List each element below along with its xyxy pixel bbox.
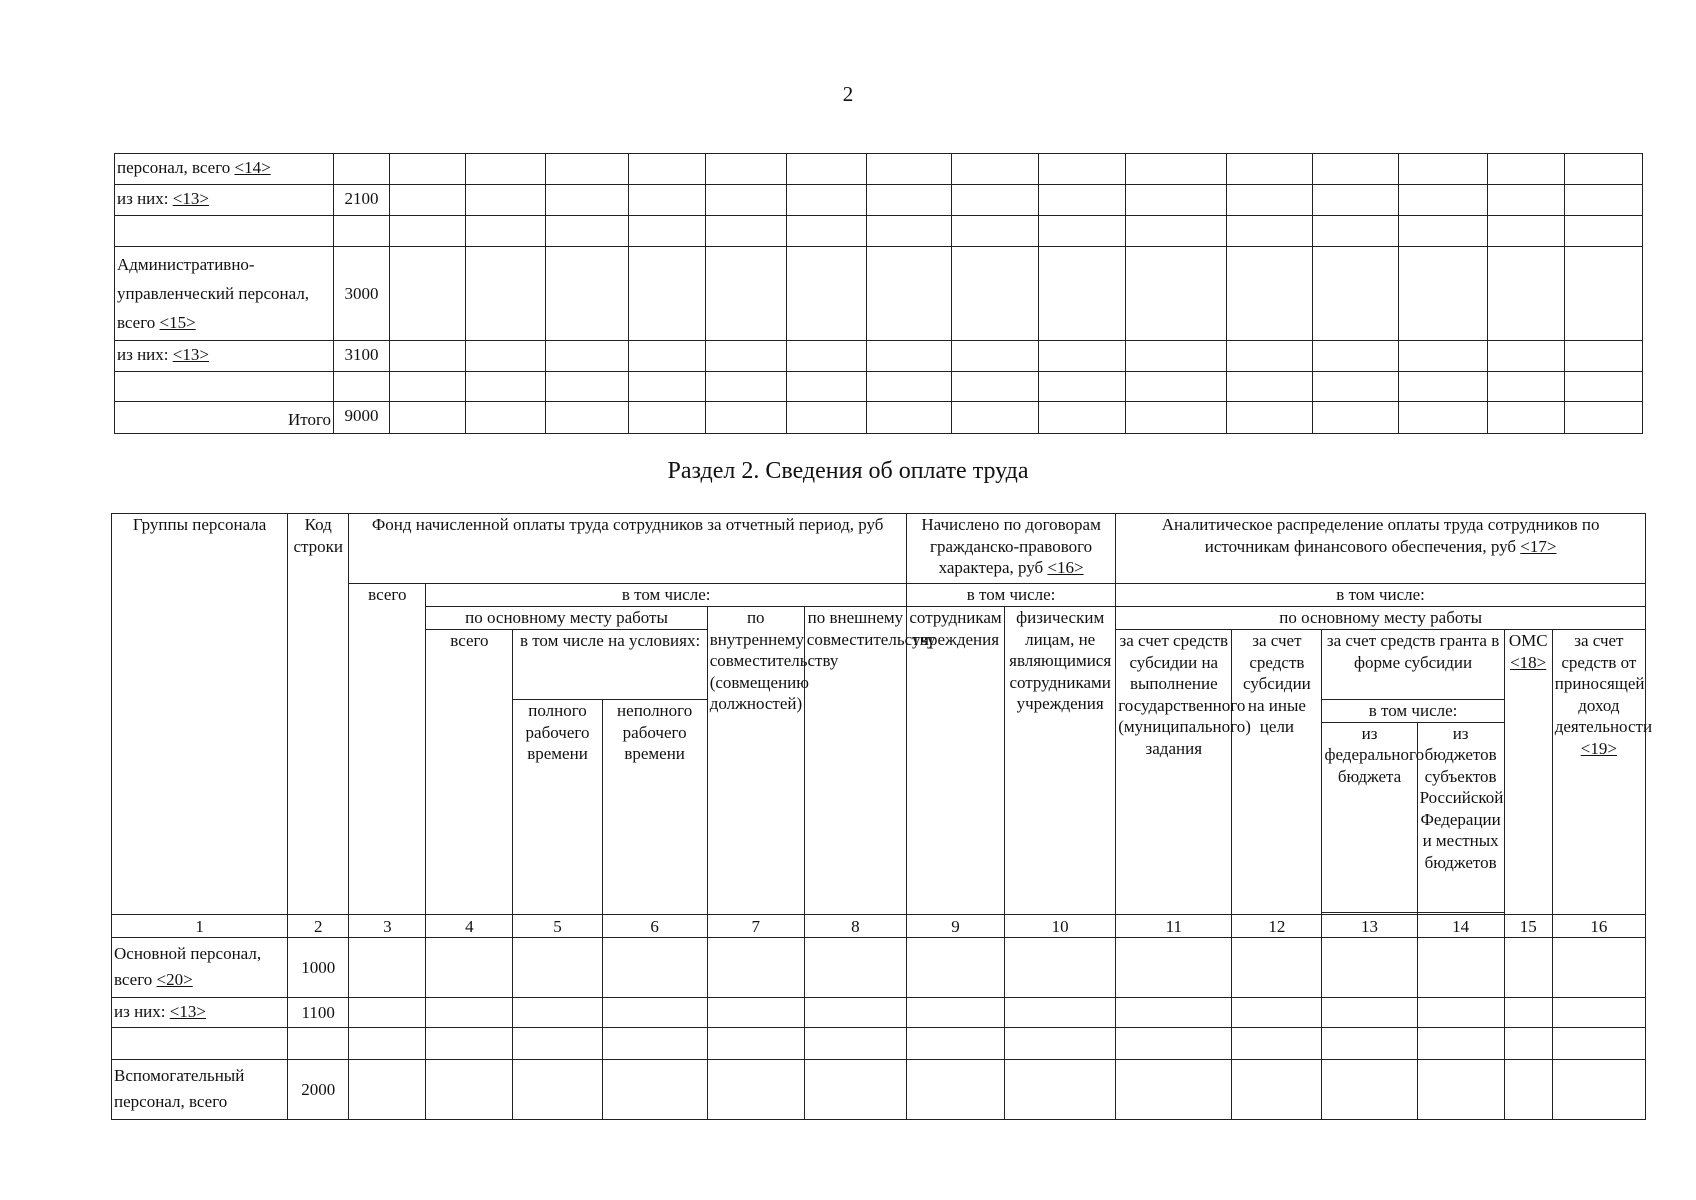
- column-number: 4: [426, 914, 513, 937]
- header-external: по внешнему совместительству: [804, 607, 906, 915]
- header-main-place: по основному месту работы: [426, 607, 707, 630]
- column-number: 13: [1322, 914, 1417, 937]
- column-number: 16: [1552, 914, 1645, 937]
- column-number: 11: [1116, 914, 1232, 937]
- header-individuals: физическим лицам, не являющимися сотрудниками учреждения: [1005, 607, 1116, 915]
- column-number: 2: [288, 914, 349, 937]
- column-number: 10: [1005, 914, 1116, 937]
- table-row: [115, 247, 1643, 341]
- header-subsidy-other: за счет средств субсидии на иные цели: [1232, 630, 1322, 915]
- table-row: [115, 154, 1643, 185]
- row-label: Вспомогательный персонал, всего: [112, 1059, 288, 1119]
- table-row: [115, 185, 1643, 216]
- page-number: 2: [842, 82, 854, 106]
- table-row: [115, 216, 1643, 247]
- table-row: [115, 372, 1643, 402]
- column-number: 7: [707, 914, 804, 937]
- row-label: [112, 1027, 288, 1059]
- header-incl-fund: в том числе:: [426, 584, 907, 607]
- upper-table: [114, 153, 1643, 434]
- table-row: [112, 997, 1646, 1027]
- column-number: 15: [1504, 914, 1552, 937]
- header-federal: из федерального бюджета: [1322, 722, 1417, 912]
- row-label: персонал, всего <14>: [115, 154, 334, 185]
- row-label: Основной персонал, всего <20>: [112, 937, 288, 997]
- table-row: [115, 341, 1643, 372]
- row-label: [115, 216, 334, 247]
- header-employees: сотрудникам учреждения: [906, 607, 1004, 915]
- header-internal: по внутреннему совместительству (совмещению должностей): [707, 607, 804, 915]
- row-code: 3100: [334, 341, 390, 372]
- header-incl-civil: в том числе:: [906, 584, 1115, 607]
- row-label: Административно-управленческий персонал, всего <15>: [115, 247, 334, 341]
- header-full-time: полного рабочего времени: [513, 700, 602, 915]
- row-code: [334, 154, 390, 185]
- header-civil: Начислено по договорам гражданско-правового характера, руб <16>: [906, 514, 1115, 584]
- header-main-total: всего: [426, 630, 513, 915]
- column-number: 6: [602, 914, 707, 937]
- header-groups: Группы персонала: [112, 514, 288, 915]
- row-code: 2000: [288, 1059, 349, 1119]
- row-code: 2100: [334, 185, 390, 216]
- row-code: 9000: [334, 402, 390, 434]
- table-row-total: [115, 402, 1643, 434]
- header-regional: из бюджетов субъектов Российской Федерации и местных бюджетов: [1417, 722, 1504, 912]
- section-title: Раздел 2. Сведения об оплате труда: [667, 458, 1029, 484]
- header-part-time: неполного рабочего времени: [602, 700, 707, 915]
- table-row: [112, 1027, 1646, 1059]
- header-total: всего: [349, 584, 426, 915]
- header-incl-grant: в том числе:: [1322, 700, 1504, 723]
- header-analytic: Аналитическое распределение оплаты труда сотрудников по источникам финансового обеспечения, руб <17>: [1116, 514, 1646, 584]
- column-number: 1: [112, 914, 288, 937]
- header-grant: за счет средств гранта в форме субсидии: [1322, 630, 1504, 700]
- row-label: [115, 372, 334, 402]
- column-number: 5: [513, 914, 602, 937]
- row-code: 1000: [288, 937, 349, 997]
- column-number: 12: [1232, 914, 1322, 937]
- header-incl-analytic: в том числе:: [1116, 584, 1646, 607]
- total-label: Итого: [115, 402, 334, 434]
- header-main-place-analytic: по основному месту работы: [1116, 607, 1646, 630]
- row-code: [334, 372, 390, 402]
- table-row: [112, 1059, 1646, 1119]
- row-code: 3000: [334, 247, 390, 341]
- row-label: из них: <13>: [115, 341, 334, 372]
- payroll-table: [111, 513, 1653, 1120]
- column-numbers-row: [112, 914, 1646, 937]
- header-oms: ОМС <18>: [1504, 630, 1552, 915]
- row-label: из них: <13>: [115, 185, 334, 216]
- header-income: за счет средств от приносящей доход деятельности <19>: [1552, 630, 1645, 915]
- row-code: [334, 216, 390, 247]
- header-incl-conditions: в том числе на условиях:: [513, 630, 707, 700]
- column-number: 3: [349, 914, 426, 937]
- column-number: 8: [804, 914, 906, 937]
- column-number: 9: [906, 914, 1004, 937]
- column-number: 14: [1417, 914, 1504, 937]
- row-code: 1100: [288, 997, 349, 1027]
- row-code: [288, 1027, 349, 1059]
- table-row: [112, 937, 1646, 997]
- header-subsidy-task: за счет средств субсидии на выполнение государственного (муниципального) задания: [1116, 630, 1232, 915]
- header-fund: Фонд начисленной оплаты труда сотрудников за отчетный период, руб: [349, 514, 907, 584]
- header-code: Код строки: [288, 514, 349, 915]
- row-label: из них: <13>: [112, 997, 288, 1027]
